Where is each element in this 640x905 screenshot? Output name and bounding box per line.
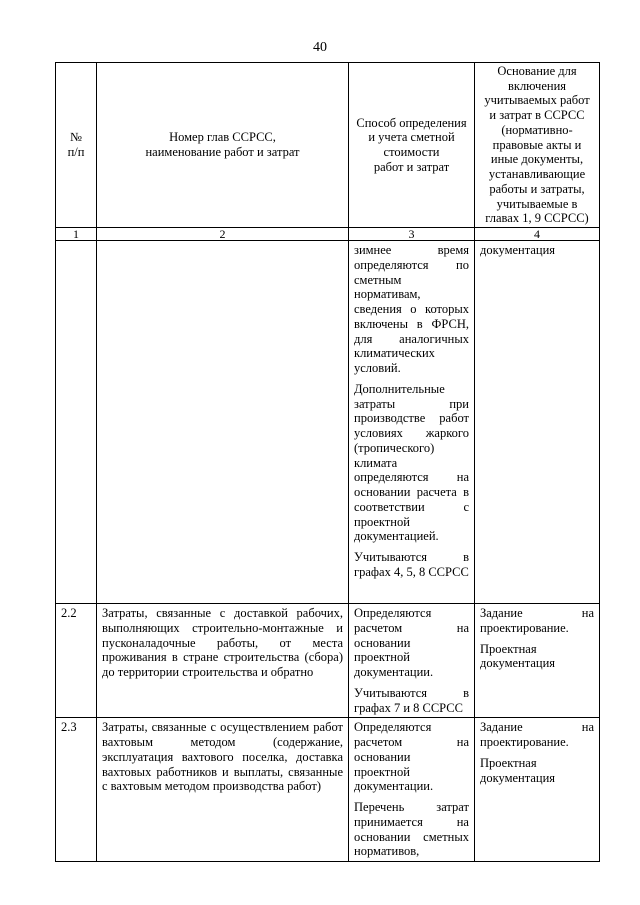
header-method xyxy=(349,63,475,228)
basis-paragraph: Задание на проектирование. xyxy=(480,606,594,635)
row-name: Затраты, связанные с доставкой рабочих, выполняющих строительно-монтажные и пусконаладочные работы, от места проживания в стране строительства (сбора) до территории строительства и обратно xyxy=(97,604,349,718)
basis-paragraph: Задание на проектирование. xyxy=(480,720,594,749)
basis-paragraph: документация xyxy=(480,243,556,257)
table-header-row xyxy=(56,63,600,228)
column-number-row xyxy=(56,228,600,241)
method-paragraph: Учитываются в графах 7 и 8 ССРСС xyxy=(354,685,469,715)
header-number xyxy=(56,63,97,228)
table-row xyxy=(56,604,600,718)
column-number-3: 3 xyxy=(349,228,475,241)
header-basis-text: Основание для включения учитываемых работ и затрат в ССРСС (нормативно- правовые акты и иные документы, устанавливающие работы и затраты, учитываемые в главах 1, 9 ССРСС) xyxy=(484,63,590,226)
row-name xyxy=(97,241,349,604)
method-paragraph: Дополнительные затраты при производстве работ условиях жаркого (тропического) климата определяются на основании расчета в соответствии с проектной документацией. xyxy=(354,381,469,544)
column-number-4: 4 xyxy=(475,228,600,241)
row-number: 2.2 xyxy=(56,604,97,718)
header-name xyxy=(97,63,349,228)
table-row xyxy=(56,241,600,604)
row-method xyxy=(349,241,475,604)
basis-paragraph: Проектная документация xyxy=(480,641,556,671)
method-paragraph: Перечень затрат принимается на основании сметных нормативов, xyxy=(354,800,469,859)
row-basis xyxy=(475,604,600,718)
row-number xyxy=(56,241,97,604)
method-paragraph: Определяются расчетом на основании проектной документации. xyxy=(354,720,469,794)
header-method-text: Способ определения и учета сметной стоимости работ и затрат xyxy=(356,115,467,174)
row-basis xyxy=(475,718,600,862)
method-paragraph: Определяются расчетом на основании проектной документации. xyxy=(354,606,469,679)
header-name-text: Номер глав ССРСС, наименование работ и затрат xyxy=(145,130,300,159)
row-method xyxy=(349,718,475,862)
row-name: Затраты, связанные с осуществлением работ вахтовым методом (содержание, эксплуатация вахтового поселка, доставка вахтовых работников и выплаты, связанные с вахтовым методом производства работ) xyxy=(97,718,349,862)
column-number-1: 1 xyxy=(56,228,97,241)
column-number-2: 2 xyxy=(97,228,349,241)
row-number: 2.3 xyxy=(56,718,97,862)
page-number: 40 xyxy=(313,40,327,55)
method-paragraph: зимнее время определяются по сметным нормативам, сведения о которых включены в ФРСН, для аналогичных климатических условий. xyxy=(354,243,469,375)
method-paragraph: Учитываются в графах 4, 5, 8 ССРСС xyxy=(354,550,469,579)
table-row xyxy=(56,718,600,862)
basis-paragraph: Проектная документация xyxy=(480,755,556,785)
cost-table xyxy=(55,62,600,862)
row-method xyxy=(349,604,475,718)
header-number-text: № п/п xyxy=(67,130,85,159)
row-basis xyxy=(475,241,600,604)
header-basis xyxy=(475,63,600,228)
